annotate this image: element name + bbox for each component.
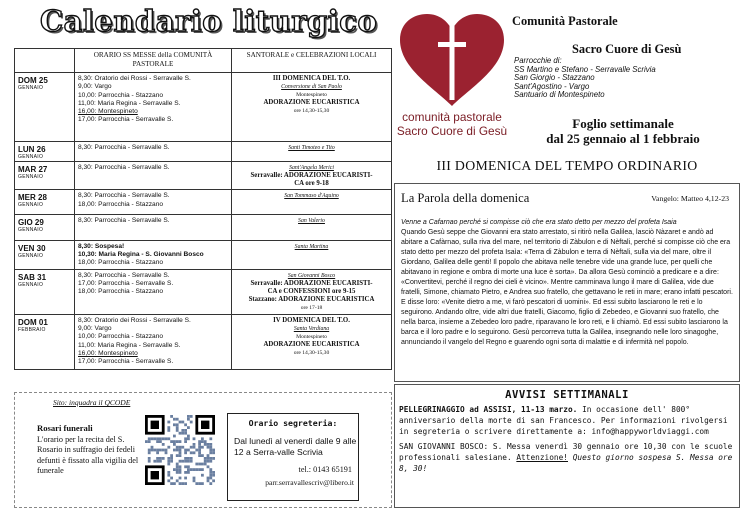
saint-line: Sant'Angela Merici xyxy=(289,164,334,171)
calendar-row xyxy=(15,73,392,142)
mass-time: 18,00: Parrocchia - Stazzano xyxy=(78,200,164,208)
calendar-month-label: GENNAIO xyxy=(18,227,44,234)
logo-line2: Sacro Cuore di Gesù xyxy=(396,124,508,138)
avvisi-item2-lead: SAN GIOVANNI BOSCO xyxy=(399,441,484,451)
calendar-title: Calendario liturgico xyxy=(40,4,378,38)
community-title-line1: Comunità Pastorale xyxy=(512,14,618,28)
saint-line: Montespineto xyxy=(296,92,327,98)
parishes-list xyxy=(514,57,656,100)
calendar-row xyxy=(15,314,392,369)
saint-line: CA e CONFESSIONI ore 9-15 xyxy=(267,287,356,295)
saint-line: ore 14,30-15,30 xyxy=(293,349,330,356)
gospel-intro: Venne a Cafarnao perché si compisse ciò che era stato detto per mezzo del profeta Isaia xyxy=(401,219,677,226)
foglio-title: Foglio settimanale xyxy=(572,116,674,131)
calendar-table xyxy=(14,48,392,370)
logo-line1: comunità pastorale xyxy=(402,110,502,124)
mass-time: 8,30: Oratorio dei Rossi - Serravalle S. xyxy=(78,316,191,324)
calendar-month-label: GENNAIO xyxy=(18,281,44,288)
rosari-title: Rosari funerali xyxy=(37,423,93,433)
saint-line: III DOMENICA DEL T.O. xyxy=(272,75,351,82)
calendar-header-day xyxy=(15,49,75,73)
avvisi-item1-text: In occasione dell' 800° anniversario della morte di san Francesco. Per informazioni rivolgersi in segreteria o scrivere direttamente a: info@happyworldviaggi.com xyxy=(399,405,728,437)
avvisi-item2-warning: Attenzione! xyxy=(516,452,568,462)
calendar-row xyxy=(15,190,392,215)
mass-time: 8,30: Parrocchia - Serravalle S. xyxy=(78,217,170,225)
mass-time: 8,30: Parrocchia - Serravalle S. xyxy=(78,163,170,171)
calendar-day-label: GIO 29 xyxy=(18,218,44,228)
calendar-row xyxy=(15,269,392,314)
segreteria-box xyxy=(227,413,359,501)
calendar-day-cell xyxy=(15,269,75,314)
avvisi-title: AVVISI SETTIMANALI xyxy=(505,389,629,401)
saint-line: IV DOMENICA DEL T.O. xyxy=(273,316,350,324)
calendar-header-row xyxy=(15,49,392,73)
segreteria-email[interactable]: parr.serravallescriv@libero.it xyxy=(265,478,354,487)
saint-line: CA ore 9-18 xyxy=(294,179,329,187)
calendar-row xyxy=(15,215,392,240)
calendar-masses-cell xyxy=(75,161,232,189)
saint-line: San Giovanni Bosco xyxy=(287,272,336,279)
calendar-day-cell xyxy=(15,190,75,215)
saint-line: Montespineto xyxy=(296,333,327,340)
avvisi-item2-note: Questo giorno sospesa S. Messa ore 8, 30! xyxy=(399,452,733,474)
saint-line: Santa Verdiana xyxy=(293,325,330,332)
calendar-row xyxy=(15,240,392,269)
calendar-day-label: SAB 31 xyxy=(18,272,47,282)
calendar-header-masses: ORARIO SS MESSE della COMUNITÀ PASTORALE xyxy=(75,49,232,73)
calendar-masses-cell xyxy=(75,215,232,240)
qr-hint: Sito: inquadra il QCODE xyxy=(53,398,131,407)
bottom-left-panel xyxy=(14,392,392,508)
calendar-day-label: MAR 27 xyxy=(18,164,48,174)
avvisi-item-don-bosco xyxy=(399,441,735,475)
calendar-saints-cell xyxy=(232,269,392,314)
parish-line: Sant'Agostino - Vargo xyxy=(514,81,590,91)
calendar-month-label: GENNAIO xyxy=(18,202,44,209)
community-title-line2: Sacro Cuore di Gesù xyxy=(572,42,682,56)
parish-line: San Giorgio - Stazzano xyxy=(514,73,595,83)
heart-cross-icon xyxy=(394,10,510,110)
mass-time: 17,00: Parrocchia - Serravalle S. xyxy=(78,116,174,124)
mass-time: 18,00: Parrocchia - Stazzano xyxy=(78,288,164,296)
calendar-day-label: DOM 25 xyxy=(18,76,48,85)
calendar-day-label: LUN 26 xyxy=(18,145,46,155)
mass-time: 11,00: Maria Regina - Serravalle S. xyxy=(78,99,181,107)
mass-time: 10,30: Maria Regina - S. Giovanni Bosco xyxy=(78,250,204,258)
calendar-header-saints: SANTORALE e CELEBRAZIONI LOCALI xyxy=(232,49,392,73)
calendar-saints-cell xyxy=(232,161,392,189)
calendar-day-cell xyxy=(15,215,75,240)
mass-time: 16,00: Montespineto xyxy=(78,108,138,116)
calendar-saints-cell xyxy=(232,142,392,162)
calendar-day-cell xyxy=(15,73,75,142)
mass-time: 16,00: Montespineto xyxy=(78,349,138,357)
calendar-day-label: MER 28 xyxy=(18,193,47,203)
mass-time: 11,00: Maria Regina - Serravalle S. xyxy=(78,341,181,349)
rosari-box xyxy=(37,398,141,477)
calendar-row xyxy=(15,161,392,189)
rosari-body: L'orario per la recita del S. Rosario in suffragio dei fedeli defunti è fissato alla vigilia del funerale xyxy=(37,435,139,476)
mass-time: 8,30: Parrocchia - Serravalle S. xyxy=(78,192,170,200)
segreteria-phone[interactable]: tel.: 0143 65191 xyxy=(298,465,352,474)
mass-time: 10,00: Parrocchia - Stazzano xyxy=(78,91,164,99)
saint-line: ADORAZIONE EUCARISTICA xyxy=(263,340,360,348)
calendar-masses-cell xyxy=(75,240,232,269)
calendar-month-label: FEBBRAIO xyxy=(18,326,46,333)
segreteria-title: Orario segreteria: xyxy=(248,418,338,428)
calendar-saints-cell xyxy=(232,73,392,142)
parish-line: SS Martino e Stefano - Serravalle Scrivia xyxy=(514,64,656,74)
saint-line: Santi Timoteo e Tito xyxy=(288,145,335,152)
saint-line: ADORAZIONE EUCARISTICA xyxy=(263,99,360,106)
saint-line: San Tommaso d'Aquino xyxy=(284,193,339,200)
foglio-dates: dal 25 gennaio al 1 febbraio xyxy=(546,131,700,146)
mass-time: 8,30: Parrocchia - Serravalle S. xyxy=(78,144,170,152)
calendar-saints-cell xyxy=(232,240,392,269)
parish-line: Santuario di Montespineto xyxy=(514,90,605,100)
mass-time: 9,00: Vargo xyxy=(78,325,112,332)
mass-time: 17,00: Parrocchia - Serravalle S. xyxy=(78,358,174,366)
calendar-day-label: VEN 30 xyxy=(18,243,46,253)
saint-line: ore 17-18 xyxy=(300,304,323,311)
calendar-saints-cell xyxy=(232,215,392,240)
calendar-body xyxy=(15,73,392,370)
gospel-text xyxy=(401,218,735,348)
mass-time: 18,00: Parrocchia - Stazzano xyxy=(78,259,164,267)
calendar-masses-cell xyxy=(75,142,232,162)
avvisi-box xyxy=(394,384,740,508)
mass-time: 10,00: Parrocchia - Stazzano xyxy=(78,333,164,341)
calendar-day-cell xyxy=(15,161,75,189)
avvisi-item1-lead: PELLEGRINAGGIO ad ASSISI, 11-13 marzo. xyxy=(399,405,578,414)
saint-line: ore 14,30-15,30 xyxy=(293,108,330,114)
calendar-day-cell xyxy=(15,240,75,269)
calendar-masses-cell xyxy=(75,73,232,142)
saint-line: Stazzano: ADORAZIONE EUCARISTICA xyxy=(248,295,375,303)
calendar-masses-cell xyxy=(75,269,232,314)
mass-time: 8,30: Oratorio dei Rossi - Serravalle S. xyxy=(78,75,191,82)
mass-time: 8,30: Parrocchia - Serravalle S. xyxy=(78,271,170,279)
saint-line: Santa Martina xyxy=(294,243,329,250)
avvisi-item-pellegrinaggio xyxy=(399,404,735,438)
calendar-day-cell xyxy=(15,314,75,369)
calendar-masses-cell xyxy=(75,190,232,215)
mass-time: 17,00: Parrocchia - Serravalle S. xyxy=(78,279,174,287)
calendar-month-label: GENNAIO xyxy=(18,173,44,180)
calendar-row xyxy=(15,142,392,162)
calendar-month-label: GENNAIO xyxy=(18,252,44,259)
avvisi-item2-text: : S. Messa venerdì 30 gennaio ore 10,30 con le scuole professionali salesiane. xyxy=(399,441,733,462)
calendar-saints-cell xyxy=(232,314,392,369)
parish-logo xyxy=(394,10,510,138)
parish-line: Parrocchie di: xyxy=(514,56,562,65)
saint-line: Conversione di San Paolo xyxy=(281,84,342,90)
calendar-month-label: GENNAIO xyxy=(18,154,44,161)
calendar-day-cell xyxy=(15,142,75,162)
saint-line: San Valerio xyxy=(298,218,325,225)
segreteria-hours: Dal lunedì al venerdì dalle 9 alle 12 a Serra-valle Scrivia xyxy=(234,436,357,457)
sunday-title: III DOMENICA DEL TEMPO ORDINARIO xyxy=(436,158,698,173)
qr-code-icon[interactable] xyxy=(143,403,217,499)
saint-line: Serravalle: ADORAZIONE EUCARISTI- xyxy=(250,279,373,287)
mass-time: 8,30: Sospesa! xyxy=(78,242,125,250)
foglio-heading xyxy=(510,116,736,146)
gospel-body: Quando Gesù seppe che Giovanni era stato arrestato, si ritirò nella Galilea, lasciò Nàzaret e andò ad abitare a Cafàrnao, sulla riva del mare, nel territorio di Zàbulon e di Nèftali, perché si compisse ciò che era stato detto per mezzo del profeta Isaìa: «Terra di Zàbulon e terra di Nèftali, sulla via del mare, oltre il Giordano, Galilea delle genti! Il popolo che abitava nelle tenebre vide una grande luce, per quelli che abitavano in regione e ombra di morte una luce è sorta». Da allora Gesù cominciò a predicare e a dire: «Convertitevi, perché il regno dei cieli è vicino». Mentre camminava lungo il mare di Galilea, vide due fratelli, Simone, chiamato Pietro, e Andrea suo fratello, che gettavano le reti in mare; erano infatti pescatori. E disse loro: «Venite dietro a me, vi farò pescatori di uomini». Ed essi subito lasciarono le reti e lo seguirono. Andando oltre, vide altri due fratelli, Giacomo, figlio di Zebedeo, e Giovanni suo fratello, che nella barca, insieme a Zebedeo loro padre, riparavano le loro reti, e li chiamò. Ed essi subito lasciarono la barca e il loro padre e lo seguirono. Gesù percorreva tutta la Galilea, insegnando nelle loro sinagoghe, annunciando il vangelo del Regno e guarendo ogni sorta di malattie e di infermità nel popolo. xyxy=(401,229,733,346)
gospel-reference: Vangelo: Matteo 4,12-23 xyxy=(651,194,729,203)
gospel-box xyxy=(394,183,740,382)
mass-time: 9,00: Vargo xyxy=(78,83,112,91)
saint-line: Serravalle: ADORAZIONE EUCARISTI- xyxy=(250,171,373,179)
calendar-day-label: DOM 01 xyxy=(18,317,48,327)
calendar-masses-cell xyxy=(75,314,232,369)
calendar-month-label: GENNAIO xyxy=(18,85,44,91)
gospel-heading: La Parola della domenica xyxy=(401,191,530,205)
calendar-saints-cell xyxy=(232,190,392,215)
